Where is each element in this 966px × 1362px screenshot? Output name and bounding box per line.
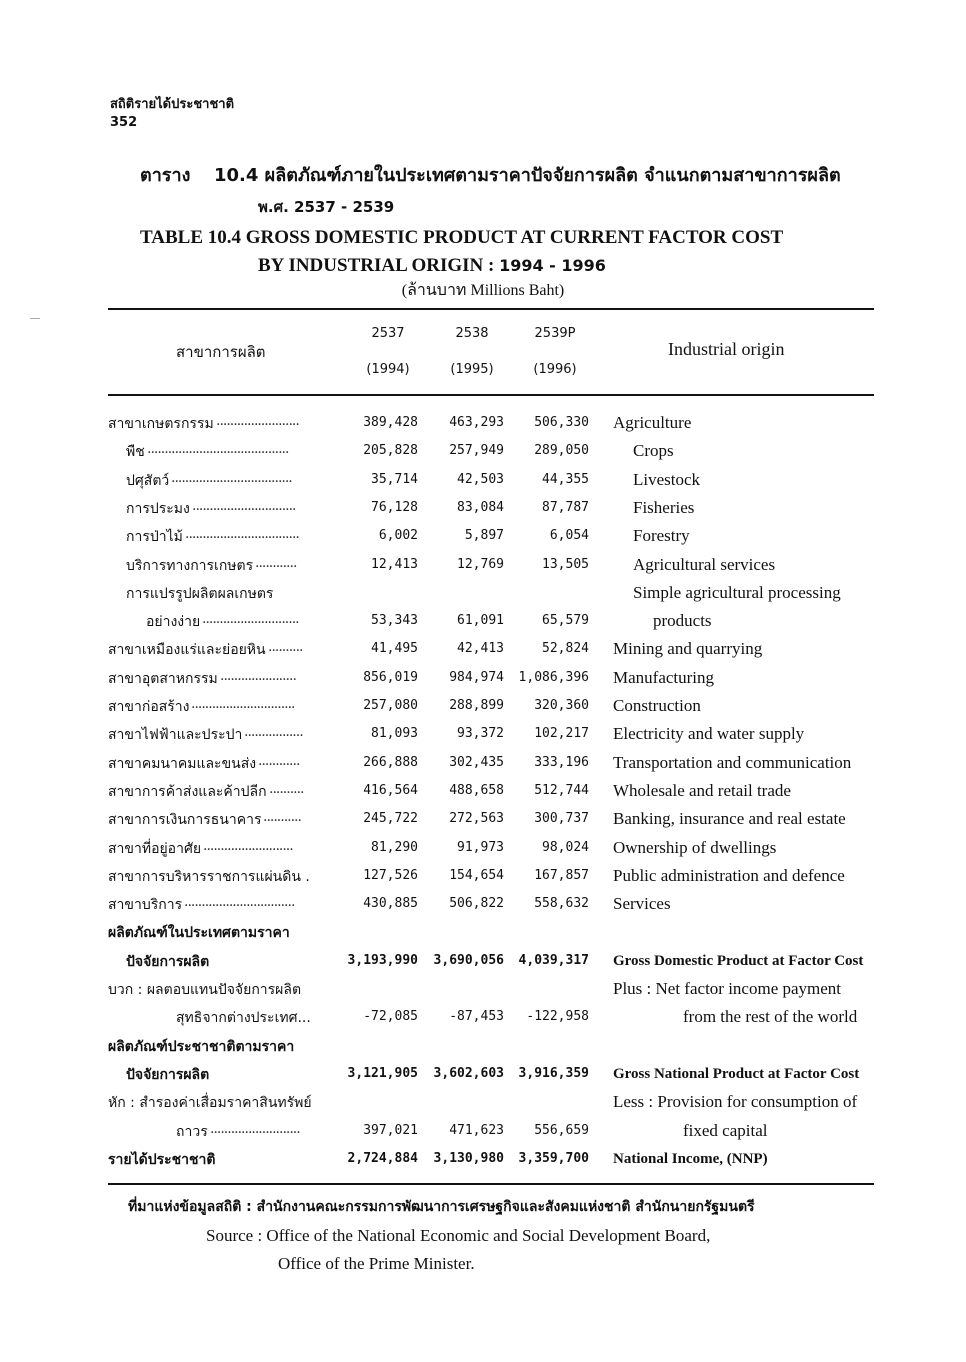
row-label-thai: ปัจจัยการผลิต [126, 953, 210, 970]
cell-value-1: -72,085 [363, 1009, 418, 1025]
row-label-thai: สุทธิจากต่างประเทศ... [176, 1010, 311, 1027]
cell-value-2: 302,435 [449, 754, 504, 770]
cell-value-3: 13,505 [542, 556, 589, 572]
row-label-thai: สาขาการค้าส่งและค้าปลีก [108, 783, 267, 800]
english-title-line1: TABLE 10.4 GROSS DOMESTIC PRODUCT AT CURRENT FACTOR COST [140, 227, 784, 248]
english-title-line2-text: BY INDUSTRIAL ORIGIN : [258, 255, 495, 276]
cell-value-2: 463,293 [449, 415, 504, 430]
cell-value-3: 65,579 [542, 613, 589, 629]
row-label-english: Livestock [633, 469, 701, 489]
margin-mark [30, 318, 40, 319]
cell-value-2: 984,974 [449, 669, 504, 685]
row-label-thai: การประมง [126, 500, 190, 517]
row-label-english: Manufacturing [613, 667, 715, 687]
row-label-english: fixed capital [683, 1120, 768, 1140]
row-label-thai: สาขาอุตสาหกรรม [108, 670, 218, 687]
table-row [108, 1117, 878, 1145]
leader-dots: ............ [255, 554, 297, 571]
page-number: 352 [110, 115, 138, 130]
cell-value-3: 3,359,700 [518, 1150, 589, 1166]
column-year-th-2: 2538 [455, 326, 489, 341]
cell-value-2: 288,899 [449, 698, 504, 713]
row-label-english: Banking, insurance and real estate [613, 809, 846, 829]
row-label-thai: ปัจจัยการผลิต [126, 1066, 210, 1083]
cell-value-2: 471,623 [449, 1122, 504, 1138]
table-row [108, 1032, 878, 1060]
cell-value-1: 2,724,884 [347, 1150, 418, 1166]
row-label-thai: บริการทางการเกษตร [126, 557, 254, 574]
cell-value-3: 167,857 [534, 867, 589, 883]
cell-value-2: 93,372 [457, 726, 504, 742]
cell-value-1: 257,080 [363, 698, 418, 713]
row-label-thai: สาขาการเงินการธนาคาร [108, 812, 262, 829]
leader-dots: .............................. [192, 497, 296, 514]
row-label-english: Ownership of dwellings [613, 837, 777, 857]
row-label-english: Crops [633, 441, 674, 461]
table-row [108, 805, 878, 833]
table-row [108, 720, 878, 748]
table-row [108, 466, 878, 494]
english-title-line2 [258, 255, 900, 277]
leader-dots: ............................ [202, 611, 299, 628]
cell-value-2: 5,897 [464, 528, 504, 544]
row-label-thai: รายได้ประชาชาติ [108, 1151, 216, 1168]
leader-dots: .......................... [203, 837, 293, 854]
running-head [110, 96, 234, 132]
row-label-english: Agricultural services [633, 554, 776, 574]
table-row [108, 918, 878, 946]
column-header-thai: สาขาการผลิต [176, 343, 266, 361]
cell-value-3: 300,737 [534, 811, 589, 827]
row-label-english: Gross National Product at Factor Cost [613, 1065, 860, 1082]
thai-title-text: 10.4 ผลิตภัณฑ์ภายในประเทศตามราคาปัจจัยการผลิต จำแนกตามสาขาการผลิต [214, 165, 841, 186]
table-bottom-rule [108, 1183, 874, 1185]
row-label-thai: สาขาเหมืองแร่และย่อยหิน [108, 642, 266, 659]
cell-value-1: 35,714 [371, 471, 418, 487]
column-year-th-1: 2537 [371, 326, 405, 341]
cell-value-3: -122,958 [526, 1009, 589, 1025]
row-label-english: Transportation and communication [613, 752, 852, 772]
cell-value-1: 205,828 [363, 443, 418, 459]
table-row [108, 947, 878, 975]
row-label-thai: สาขาไฟฟ้าและประปา [108, 727, 243, 744]
row-label-thai: การแปรรูปผลิตผลเกษตร [126, 585, 274, 602]
table-row [108, 1003, 878, 1031]
table-row [108, 494, 878, 522]
cell-value-3: 3,916,359 [518, 1065, 589, 1081]
thai-years: พ.ศ. 2537 - 2539 [258, 198, 395, 216]
cell-value-2: 3,130,980 [433, 1150, 504, 1166]
row-label-thai: ถาวร [176, 1123, 208, 1140]
row-label-thai: หัก : สำรองค่าเสื่อมราคาสินทรัพย์ [108, 1095, 312, 1112]
row-label-english: Less : Provision for consumption of [613, 1092, 858, 1112]
row-label-thai: สาขาเกษตรกรรม [108, 416, 214, 432]
table-row [108, 437, 878, 465]
cell-value-1: 12,413 [371, 556, 418, 572]
cell-value-2: 91,973 [457, 839, 504, 855]
leader-dots: .............................. [191, 696, 295, 712]
table-row [108, 579, 878, 607]
table-header-rule [108, 394, 874, 396]
column-year-en-2: (1995) [450, 362, 494, 377]
english-years: 1994 - 1996 [499, 256, 606, 275]
row-label-thai: สาขาที่อยู่อาศัย [108, 840, 202, 857]
leader-dots: ................................ [184, 894, 295, 911]
leader-dots: ........... [263, 809, 301, 826]
cell-value-2: 42,413 [457, 641, 504, 657]
cell-value-1: 416,564 [363, 782, 418, 798]
cell-value-3: 506,330 [534, 415, 589, 430]
table-row [108, 664, 878, 692]
cell-value-1: 3,121,905 [347, 1065, 418, 1081]
table-row [108, 862, 878, 890]
row-label-english: Mining and quarrying [613, 639, 763, 659]
row-label-english: Electricity and water supply [613, 724, 805, 744]
table-top-rule [108, 308, 874, 310]
table-row [108, 551, 878, 579]
cell-value-3: 512,744 [534, 782, 589, 798]
cell-value-2: 154,654 [449, 867, 504, 883]
cell-value-1: 856,019 [363, 669, 418, 685]
row-label-thai: ผลิตภัณฑ์ในประเทศตามราคา [108, 925, 290, 942]
cell-value-3: 87,787 [542, 499, 589, 515]
thai-title [140, 160, 900, 189]
cell-value-1: 81,290 [371, 839, 418, 855]
row-label-thai: การป่าไม้ [126, 529, 183, 546]
cell-value-3: 556,659 [534, 1122, 589, 1138]
cell-value-1: 3,193,990 [347, 952, 418, 968]
running-title: สถิติรายได้ประชาชาติ [110, 97, 235, 112]
row-label-thai: บวก : ผลตอบแทนปัจจัยการผลิต [108, 982, 302, 998]
thai-table-label: ตาราง [140, 165, 191, 186]
cell-value-2: -87,453 [449, 1009, 504, 1025]
source-note [128, 1196, 888, 1274]
table-row [108, 607, 878, 635]
cell-value-3: 4,039,317 [518, 952, 589, 968]
leader-dots: ......................................... [147, 441, 289, 458]
leader-dots: .......... [268, 639, 303, 656]
table-title-block [140, 160, 900, 277]
table-row [108, 975, 878, 1003]
table-row [108, 777, 878, 805]
row-label-english: Fisheries [633, 497, 695, 517]
row-label-english: Wholesale and retail trade [613, 780, 791, 800]
column-year-th-3: 2539P [534, 326, 576, 341]
row-label-thai: พืช [126, 444, 145, 461]
table-row [108, 1088, 878, 1116]
row-label-english: from the rest of the world [683, 1007, 858, 1027]
leader-dots: ............ [258, 752, 300, 769]
cell-value-3: 320,360 [534, 698, 589, 713]
cell-value-2: 3,602,603 [433, 1065, 504, 1081]
cell-value-1: 389,428 [363, 415, 418, 430]
cell-value-3: 98,024 [542, 839, 589, 855]
cell-value-3: 52,824 [542, 641, 589, 657]
row-label-english: Gross Domestic Product at Factor Cost [613, 952, 864, 969]
cell-value-2: 61,091 [457, 613, 504, 629]
cell-value-2: 488,658 [449, 782, 504, 798]
row-label-thai: สาขาคมนาคมและขนส่ง [108, 755, 257, 772]
cell-value-1: 266,888 [363, 754, 418, 770]
row-label-thai: อย่างง่าย [146, 614, 201, 631]
cell-value-1: 76,128 [371, 499, 418, 515]
units-note: (ล้านบาท Millions Baht) [401, 282, 565, 299]
column-year-en-1: (1994) [366, 362, 410, 377]
table-row [108, 749, 878, 777]
row-label-english: Simple agricultural processing [633, 582, 841, 602]
cell-value-2: 83,084 [457, 499, 504, 515]
table-row [108, 692, 878, 720]
leader-dots: ................. [244, 724, 303, 741]
row-label-english: Plus : Net factor income payment [613, 979, 842, 998]
row-label-english: Forestry [633, 526, 690, 546]
cell-value-3: 44,355 [542, 471, 589, 487]
row-label-thai: สาขาการบริหารราชการแผ่นดิน . [108, 868, 310, 885]
cell-value-3: 558,632 [534, 896, 589, 912]
cell-value-1: 397,021 [363, 1122, 418, 1138]
leader-dots: ................................... [171, 469, 292, 486]
source-english-line1: Source : Office of the National Economic and Social Development Board, [206, 1226, 711, 1245]
row-label-thai: ผลิตภัณฑ์ประชาชาติตามราคา [108, 1038, 295, 1055]
row-label-english: Services [613, 894, 671, 914]
cell-value-3: 102,217 [534, 726, 589, 742]
row-label-thai: สาขาก่อสร้าง [108, 699, 190, 715]
row-label-english: Agriculture [613, 413, 692, 432]
cell-value-2: 506,822 [449, 896, 504, 912]
leader-dots: .......................... [210, 1120, 300, 1137]
cell-value-1: 127,526 [363, 867, 418, 883]
table-row [108, 635, 878, 663]
cell-value-3: 289,050 [534, 443, 589, 459]
cell-value-1: 245,722 [363, 811, 418, 827]
row-label-english: Construction [613, 696, 701, 715]
cell-value-2: 12,769 [457, 556, 504, 572]
cell-value-1: 53,343 [371, 613, 418, 629]
table-row [108, 834, 878, 862]
table-row [108, 890, 878, 918]
table-row [108, 409, 878, 437]
cell-value-2: 272,563 [449, 811, 504, 827]
table-row [108, 1060, 878, 1088]
table-row [108, 1145, 878, 1173]
row-label-thai: ปศุสัตว์ [126, 472, 170, 489]
cell-value-1: 430,885 [363, 896, 418, 912]
source-thai: ที่มาแห่งข้อมูลสถิติ : สำนักงานคณะกรรมการพัฒนาการเศรษฐกิจและสังคมแห่งชาติ สำนักนายกรัฐมนตรี [128, 1199, 755, 1215]
cell-value-1: 6,002 [378, 528, 418, 544]
leader-dots: ........................ [216, 413, 299, 429]
leader-dots: ...................... [220, 667, 296, 684]
leader-dots: ................................. [185, 526, 299, 543]
cell-value-1: 81,093 [371, 726, 418, 742]
table-row [108, 522, 878, 550]
source-english-line2: Office of the Prime Minister. [278, 1254, 475, 1273]
leader-dots: .......... [269, 780, 304, 797]
cell-value-3: 333,196 [534, 754, 589, 770]
cell-value-1: 41,495 [371, 641, 418, 657]
row-label-thai: สาขาบริการ [108, 897, 183, 914]
row-label-english: National Income, (NNP) [613, 1150, 768, 1167]
cell-value-3: 6,054 [549, 528, 589, 544]
row-label-english: products [653, 611, 712, 631]
row-label-english: Public administration and defence [613, 865, 845, 885]
cell-value-3: 1,086,396 [518, 669, 589, 685]
column-header-english: Industrial origin [668, 339, 785, 359]
cell-value-2: 3,690,056 [433, 952, 504, 968]
cell-value-2: 42,503 [457, 471, 504, 487]
column-year-en-3: (1996) [533, 362, 577, 377]
cell-value-2: 257,949 [449, 443, 504, 459]
